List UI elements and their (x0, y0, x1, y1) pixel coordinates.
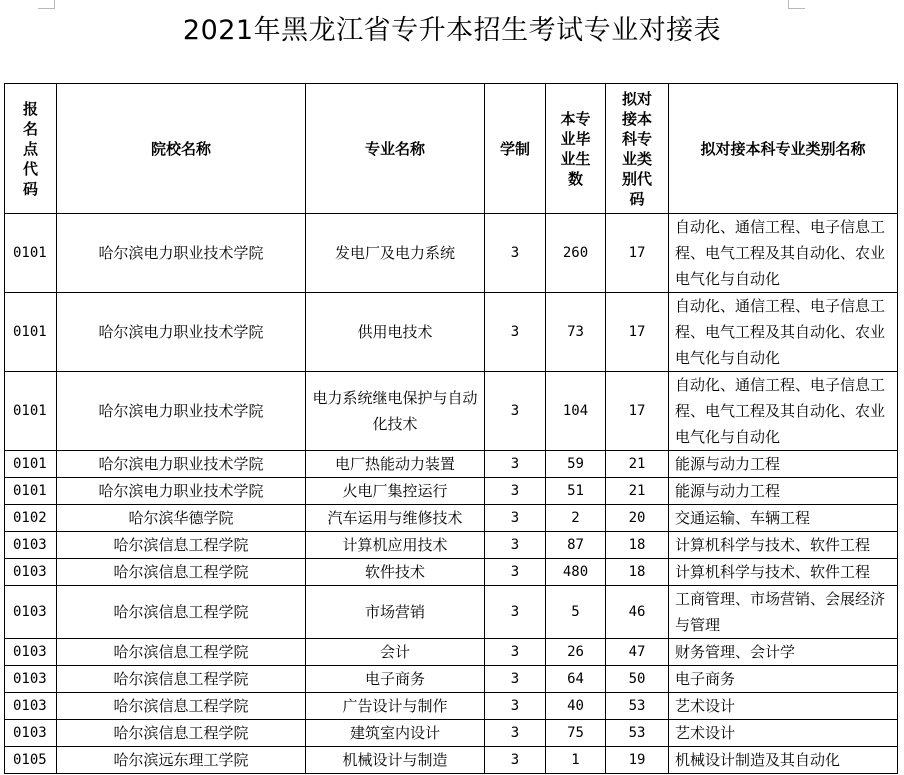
cell-major: 发电厂及电力系统 (306, 214, 485, 293)
table-row (5, 451, 898, 478)
cell-duration: 3 (485, 214, 546, 293)
cell-duration: 3 (485, 586, 546, 639)
cell-duration: 3 (485, 478, 546, 505)
header-duration: 学制 (485, 84, 546, 214)
cell-major: 广告设计与制作 (306, 693, 485, 720)
cell-target-name: 自动化、通信工程、电子信息工程、电气工程及其自动化、农业电气化与自动化 (669, 372, 898, 451)
header-code: 报 名 点 代 码 (5, 84, 57, 214)
table-row (5, 693, 898, 720)
cell-graduates: 480 (546, 559, 606, 586)
cell-duration: 3 (485, 372, 546, 451)
table-row (5, 505, 898, 532)
header-row (5, 84, 898, 214)
cell-target-name: 能源与动力工程 (669, 478, 898, 505)
cell-target-name: 艺术设计 (669, 720, 898, 747)
cell-duration: 3 (485, 451, 546, 478)
cell-graduates: 104 (546, 372, 606, 451)
cell-target-code: 17 (606, 214, 669, 293)
cell-graduates: 75 (546, 720, 606, 747)
header-graduates: 本专 业毕 业生 数 (546, 84, 606, 214)
cell-school: 哈尔滨信息工程学院 (57, 639, 306, 666)
table-row (5, 720, 898, 747)
cell-code: 0103 (5, 693, 57, 720)
header-major: 专业名称 (306, 84, 485, 214)
cell-duration: 3 (485, 505, 546, 532)
cell-duration: 3 (485, 293, 546, 372)
header-target-code: 拟对 接本 科专 业类 别代 码 (606, 84, 669, 214)
cell-school: 哈尔滨远东理工学院 (57, 747, 306, 774)
cell-major: 汽车运用与维修技术 (306, 505, 485, 532)
cell-target-code: 46 (606, 586, 669, 639)
cell-graduates: 26 (546, 639, 606, 666)
cell-target-name: 机械设计制造及其自动化 (669, 747, 898, 774)
cell-code: 0103 (5, 532, 57, 559)
cell-code: 0101 (5, 372, 57, 451)
cell-major: 供用电技术 (306, 293, 485, 372)
cell-school: 哈尔滨信息工程学院 (57, 532, 306, 559)
cell-major: 火电厂集控运行 (306, 478, 485, 505)
cell-graduates: 2 (546, 505, 606, 532)
cell-duration: 3 (485, 747, 546, 774)
cell-graduates: 87 (546, 532, 606, 559)
cell-code: 0101 (5, 451, 57, 478)
cell-school: 哈尔滨信息工程学院 (57, 586, 306, 639)
cell-graduates: 59 (546, 451, 606, 478)
cell-school: 哈尔滨华德学院 (57, 505, 306, 532)
major-matching-table (4, 83, 898, 774)
cell-duration: 3 (485, 559, 546, 586)
cell-target-name: 能源与动力工程 (669, 451, 898, 478)
cell-graduates: 40 (546, 693, 606, 720)
cell-target-name: 自动化、通信工程、电子信息工程、电气工程及其自动化、农业电气化与自动化 (669, 214, 898, 293)
header-school: 院校名称 (57, 84, 306, 214)
cell-school: 哈尔滨信息工程学院 (57, 559, 306, 586)
cell-graduates: 5 (546, 586, 606, 639)
table-row (5, 747, 898, 774)
cell-code: 0103 (5, 586, 57, 639)
cell-graduates: 64 (546, 666, 606, 693)
cell-code: 0101 (5, 214, 57, 293)
cell-major: 电力系统继电保护与自动化技术 (306, 372, 485, 451)
cell-target-code: 20 (606, 505, 669, 532)
cell-major: 建筑室内设计 (306, 720, 485, 747)
cell-target-name: 艺术设计 (669, 693, 898, 720)
cell-target-code: 17 (606, 293, 669, 372)
cell-target-code: 21 (606, 478, 669, 505)
cell-major: 市场营销 (306, 586, 485, 639)
table-row (5, 293, 898, 372)
cell-code: 0103 (5, 666, 57, 693)
cell-major: 软件技术 (306, 559, 485, 586)
cell-target-name: 工商管理、市场营销、会展经济与管理 (669, 586, 898, 639)
table-row (5, 478, 898, 505)
table-row (5, 372, 898, 451)
cell-code: 0101 (5, 478, 57, 505)
cell-school: 哈尔滨电力职业技术学院 (57, 293, 306, 372)
cell-school: 哈尔滨电力职业技术学院 (57, 478, 306, 505)
cell-code: 0103 (5, 720, 57, 747)
cell-duration: 3 (485, 666, 546, 693)
document-title: 2021年黑龙江省专升本招生考试专业对接表 (182, 15, 722, 46)
cell-school: 哈尔滨电力职业技术学院 (57, 451, 306, 478)
cell-target-name: 计算机科学与技术、软件工程 (669, 532, 898, 559)
cell-major: 电厂热能动力装置 (306, 451, 485, 478)
cell-school: 哈尔滨信息工程学院 (57, 666, 306, 693)
table-row (5, 559, 898, 586)
cell-target-code: 18 (606, 532, 669, 559)
table-row (5, 532, 898, 559)
cell-target-code: 17 (606, 372, 669, 451)
cell-code: 0102 (5, 505, 57, 532)
table-row (5, 639, 898, 666)
cell-school: 哈尔滨电力职业技术学院 (57, 372, 306, 451)
cell-major: 机械设计与制造 (306, 747, 485, 774)
cell-school: 哈尔滨信息工程学院 (57, 720, 306, 747)
cell-code: 0103 (5, 559, 57, 586)
cell-target-code: 53 (606, 693, 669, 720)
cell-major: 计算机应用技术 (306, 532, 485, 559)
cell-target-code: 18 (606, 559, 669, 586)
cell-target-name: 计算机科学与技术、软件工程 (669, 559, 898, 586)
cell-code: 0105 (5, 747, 57, 774)
table-row (5, 214, 898, 293)
cell-major: 电子商务 (306, 666, 485, 693)
cell-major: 会计 (306, 639, 485, 666)
cell-target-code: 19 (606, 747, 669, 774)
cell-target-code: 47 (606, 639, 669, 666)
cell-target-code: 50 (606, 666, 669, 693)
cell-code: 0101 (5, 293, 57, 372)
cell-target-name: 电子商务 (669, 666, 898, 693)
cell-graduates: 51 (546, 478, 606, 505)
cell-target-code: 53 (606, 720, 669, 747)
cell-duration: 3 (485, 532, 546, 559)
table-row (5, 586, 898, 639)
cell-duration: 3 (485, 693, 546, 720)
cell-target-code: 21 (606, 451, 669, 478)
cell-code: 0103 (5, 639, 57, 666)
cell-school: 哈尔滨电力职业技术学院 (57, 214, 306, 293)
cell-graduates: 73 (546, 293, 606, 372)
table-row (5, 666, 898, 693)
cell-duration: 3 (485, 639, 546, 666)
cell-target-name: 财务管理、会计学 (669, 639, 898, 666)
cell-duration: 3 (485, 720, 546, 747)
header-target-name: 拟对接本科专业类别名称 (669, 84, 898, 214)
cell-school: 哈尔滨信息工程学院 (57, 693, 306, 720)
cell-target-name: 交通运输、车辆工程 (669, 505, 898, 532)
cell-graduates: 260 (546, 214, 606, 293)
cell-graduates: 1 (546, 747, 606, 774)
cell-target-name: 自动化、通信工程、电子信息工程、电气工程及其自动化、农业电气化与自动化 (669, 293, 898, 372)
